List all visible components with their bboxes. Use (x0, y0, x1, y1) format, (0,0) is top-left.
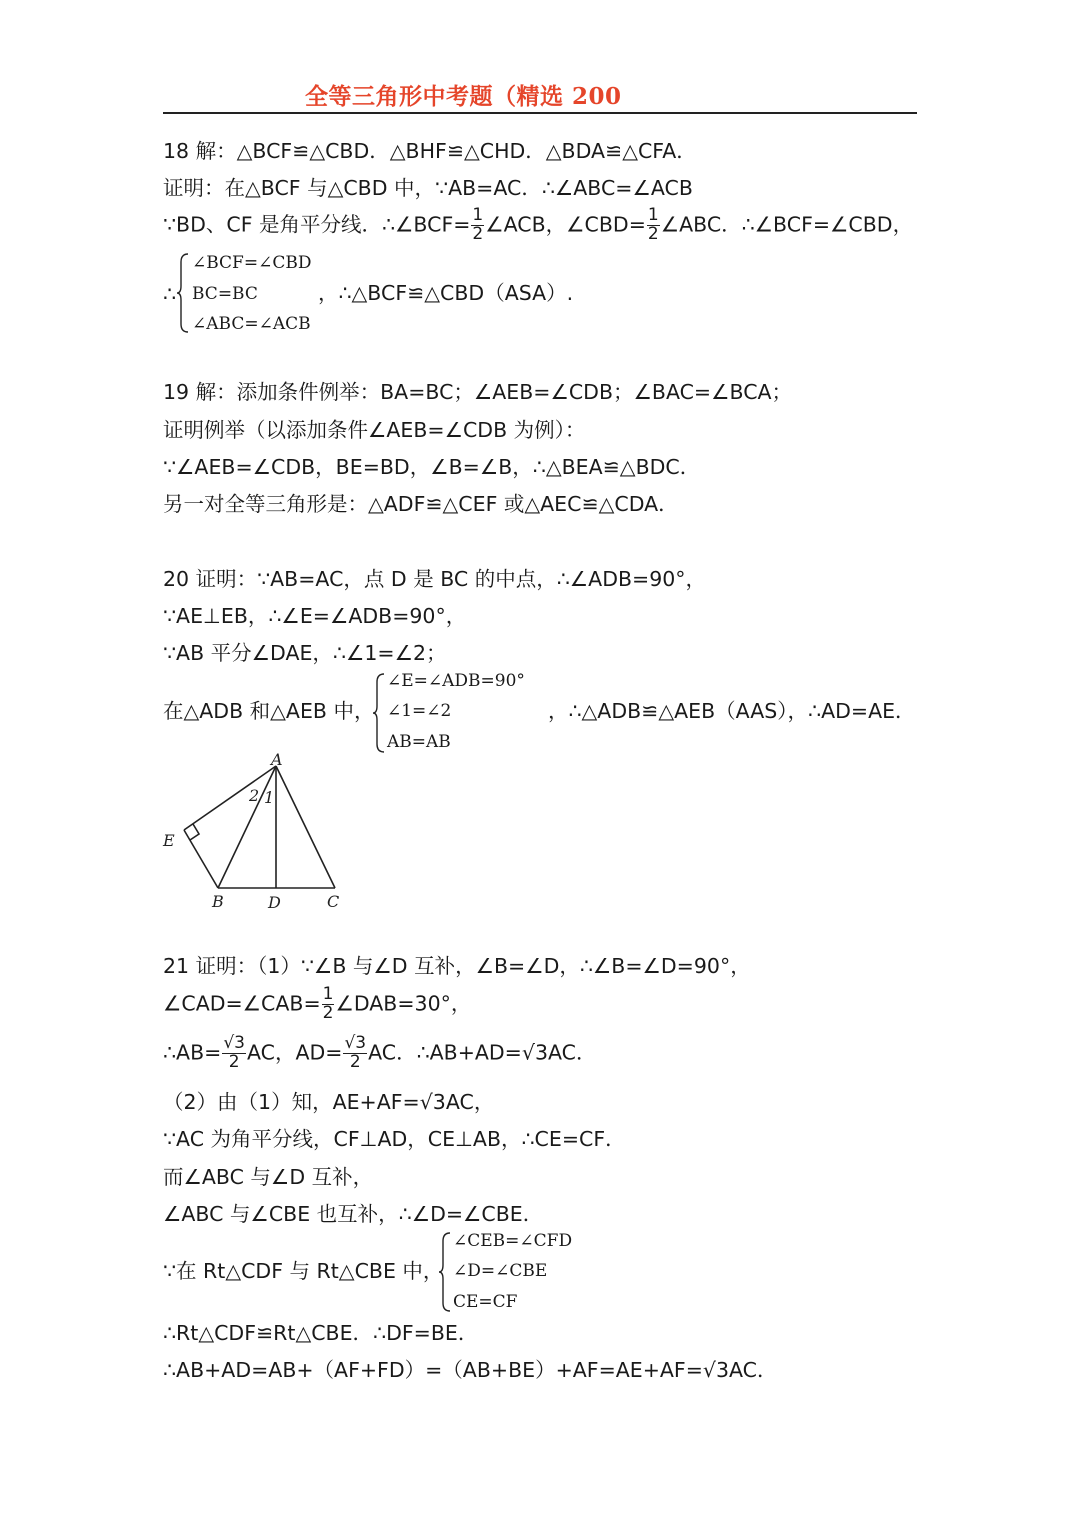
p19-line-3: ∵∠AEB=∠CDB，BE=BD，∠B=∠B，∴△BEA≌△BDC． (163, 455, 701, 479)
p18-line-3b: ∠ACB，∠CBD= (485, 212, 646, 237)
label-D: D (268, 893, 281, 912)
label-angle-1: 1 (264, 788, 275, 807)
p18-line-4: ，∴△BCF≌△CBD（ASA）. (318, 281, 574, 305)
p21-fraction-half (322, 986, 335, 1023)
p21-line-2a: ∠CAD=∠CAB= (163, 991, 321, 1016)
right-angle-mark (190, 824, 199, 840)
p21-line-3b: AC，AD= (246, 1040, 343, 1065)
fraction-numerator: √3 (344, 1033, 367, 1053)
p21-line-4: （2）由（1）知，AE+AF=√3AC， (163, 1090, 495, 1114)
p21-line-3 (163, 1035, 596, 1072)
p21-line-10: ∴AB+AD=AB+（AF+FD）=（AB+BE）+AF=AE+AF=√3AC． (163, 1358, 778, 1382)
p18-fraction-half (471, 207, 484, 244)
p20-system-row-1: ∠E=∠ADB=90° (387, 671, 525, 691)
p21-line-2b: ∠DAB=30°， (335, 991, 472, 1016)
p20-line-3: ∵AB 平分∠DAE，∴∠1=∠2； (163, 641, 447, 665)
header-rule (163, 112, 917, 114)
p21-line-9: ∴Rt△CDF≌Rt△CBE．∴DF=BE． (163, 1321, 479, 1345)
label-A: A (271, 750, 283, 769)
p21-line-8a: ∵在 Rt△CDF 与 Rt△CBE 中， (163, 1259, 444, 1283)
fraction-denominator: 2 (472, 223, 484, 244)
p20-line-4a: 在△ADB 和△AEB 中， (163, 699, 375, 723)
p21-system-row-3: CE=CF (453, 1292, 518, 1312)
p18-line-3a: ∵BD、CF 是角平分线．∴∠BCF= (163, 212, 471, 237)
p19-line-1: 19 解：添加条件例举：BA=BC；∠AEB=∠CDB；∠BAC=∠BCA； (163, 380, 793, 404)
p20-line-1: 20 证明：∵AB=AC，点 D 是 BC 的中点，∴∠ADB=90°， (163, 567, 707, 591)
p18-brace (176, 252, 190, 334)
fraction-numerator: √3 (223, 1033, 245, 1053)
p18-system-row-2: BC=BC (192, 284, 258, 304)
p18-line-3c: ∠ABC．∴∠BCF=∠CBD， (660, 212, 914, 237)
p20-triangle-figure (160, 748, 360, 918)
p21-fraction-sqrt3-half-2 (343, 1035, 367, 1072)
segment-EB (184, 830, 218, 888)
document-title: 全等三角形中考题（精选 200 (305, 83, 622, 110)
p20-line-2: ∵AE⊥EB，∴∠E=∠ADB=90°， (163, 604, 467, 628)
p21-line-7: ∠ABC 与∠CBE 也互补，∴∠D=∠CBE． (163, 1202, 544, 1226)
p21-fraction-sqrt3-half (222, 1035, 246, 1072)
fraction-numerator: 1 (647, 205, 659, 225)
segment-AC (276, 766, 335, 888)
p21-system-row-2: ∠D=∠CBE (453, 1261, 548, 1281)
label-angle-2: 2 (249, 786, 260, 805)
fraction-denominator: 2 (647, 223, 659, 244)
p21-line-3a: ∴AB= (163, 1040, 222, 1065)
fraction-numerator: 1 (322, 984, 334, 1004)
p18-therefore: ∴ (163, 282, 177, 306)
p18-line-1: 18 解：△BCF≌△CBD．△BHF≌△CHD．△BDA≌△CFA． (163, 139, 697, 163)
p20-system-row-2: ∠1=∠2 (387, 701, 452, 721)
label-E: E (163, 831, 175, 850)
p21-system-row-1: ∠CEB=∠CFD (453, 1231, 573, 1251)
fraction-numerator: 1 (472, 205, 484, 225)
p21-line-2 (163, 986, 471, 1023)
p21-line-3d: √3AC． (521, 1040, 597, 1065)
p18-line-3 (163, 207, 913, 244)
p20-brace (372, 672, 386, 754)
p19-line-2: 证明例举（以添加条件∠AEB=∠CDB 为例）： (163, 418, 586, 442)
p19-line-4: 另一对全等三角形是：△ADF≌△CEF 或△AEC≌△CDA． (163, 492, 679, 516)
label-B: B (212, 892, 224, 911)
p18-line-2: 证明：在△BCF 与△CBD 中，∵AB=AC．∴∠ABC=∠ACB (163, 176, 693, 200)
fraction-denominator: 2 (228, 1051, 240, 1072)
p21-line-5: ∵AC 为角平分线，CF⊥AD，CE⊥AB，∴CE=CF． (163, 1127, 626, 1151)
p21-line-6: 而∠ABC 与∠D 互补， (163, 1165, 374, 1189)
fraction-denominator: 2 (322, 1002, 334, 1023)
p18-system-row-1: ∠BCF=∠CBD (192, 253, 312, 273)
p18-system-row-3: ∠ABC=∠ACB (192, 314, 311, 334)
p21-line-3c: AC．∴AB+AD= (368, 1040, 522, 1065)
fraction-denominator: 2 (349, 1051, 361, 1072)
p18-fraction-half-2 (647, 207, 660, 244)
segment-AE (184, 766, 276, 830)
p21-brace (438, 1231, 452, 1313)
p20-line-4b: ，∴△ADB≌△AEB（AAS），∴AD=AE． (548, 699, 916, 723)
p20-system-row-3: AB=AB (387, 732, 451, 752)
segment-AB (218, 766, 276, 888)
label-C: C (327, 892, 340, 911)
p21-line-1: 21 证明：（1）∵∠B 与∠D 互补，∠B=∠D，∴∠B=∠D=90°， (163, 954, 751, 978)
